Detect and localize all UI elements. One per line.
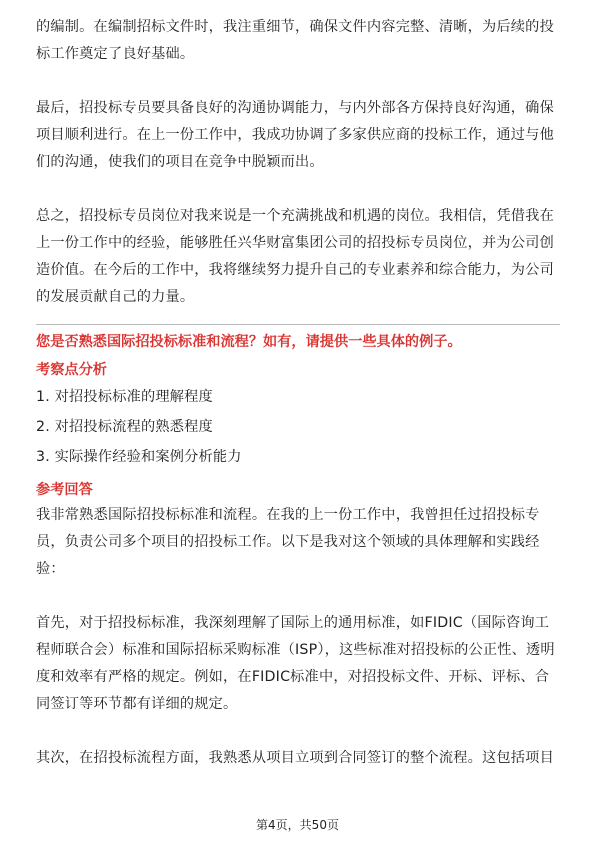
section-divider xyxy=(36,324,560,325)
document-body xyxy=(36,14,560,772)
body-paragraph: 的编制。在编制招标文件时，我注重细节，确保文件内容完整、清晰，为后续的投标工作奠定了良好基础。 xyxy=(36,19,554,62)
list-item: 3. 实际操作经验和案例分析能力 xyxy=(36,449,242,465)
answer-paragraph: 我非常熟悉国际招投标标准和流程。在我的上一份工作中，我曾担任过招投标专员，负责公司多个项目的招投标工作。以下是我对这个领域的具体理解和实践经验： xyxy=(36,507,540,577)
question-heading: 您是否熟悉国际招投标标准和流程？如有，请提供一些具体的例子。 xyxy=(36,334,462,350)
analysis-list xyxy=(36,382,560,472)
list-item: 1. 对招投标标准的理解程度 xyxy=(36,389,213,405)
analysis-heading: 考察点分析 xyxy=(36,362,107,378)
page-number: 第4页，共50页 xyxy=(256,818,339,832)
body-paragraph: 最后，招投标专员要具备良好的沟通协调能力，与内外部各方保持良好沟通，确保项目顺利进行。在上一份工作中，我成功协调了多家供应商的投标工作，通过与他们的沟通，使我们的项目在竞争中脱颖而出。 xyxy=(36,100,554,170)
list-item: 2. 对招投标流程的熟悉程度 xyxy=(36,419,213,435)
answer-paragraph: 其次，在招投标流程方面，我熟悉从项目立项到合同签订的整个流程。这包括项目 xyxy=(36,750,554,766)
body-paragraph: 总之，招投标专员岗位对我来说是一个充满挑战和机遇的岗位。我相信，凭借我在上一份工作中的经验，能够胜任兴华财富集团公司的招投标专员岗位，并为公司创造价值。在今后的工作中，我将继续努力提升自己的专业素养和综合能力，为公司的发展贡献自己的力量。 xyxy=(36,208,554,305)
answer-heading: 参考回答 xyxy=(36,482,93,498)
answer-paragraph: 首先，对于招投标标准，我深刻理解了国际上的通用标准，如FIDIC（国际咨询工程师联合会）标准和国际招标采购标准（ISP），这些标准对招投标的公正性、透明度和效率有严格的规定。例如，在FIDIC标准中，对招投标文件、开标、评标、合同签订等环节都有详细的规定。 xyxy=(36,615,555,712)
